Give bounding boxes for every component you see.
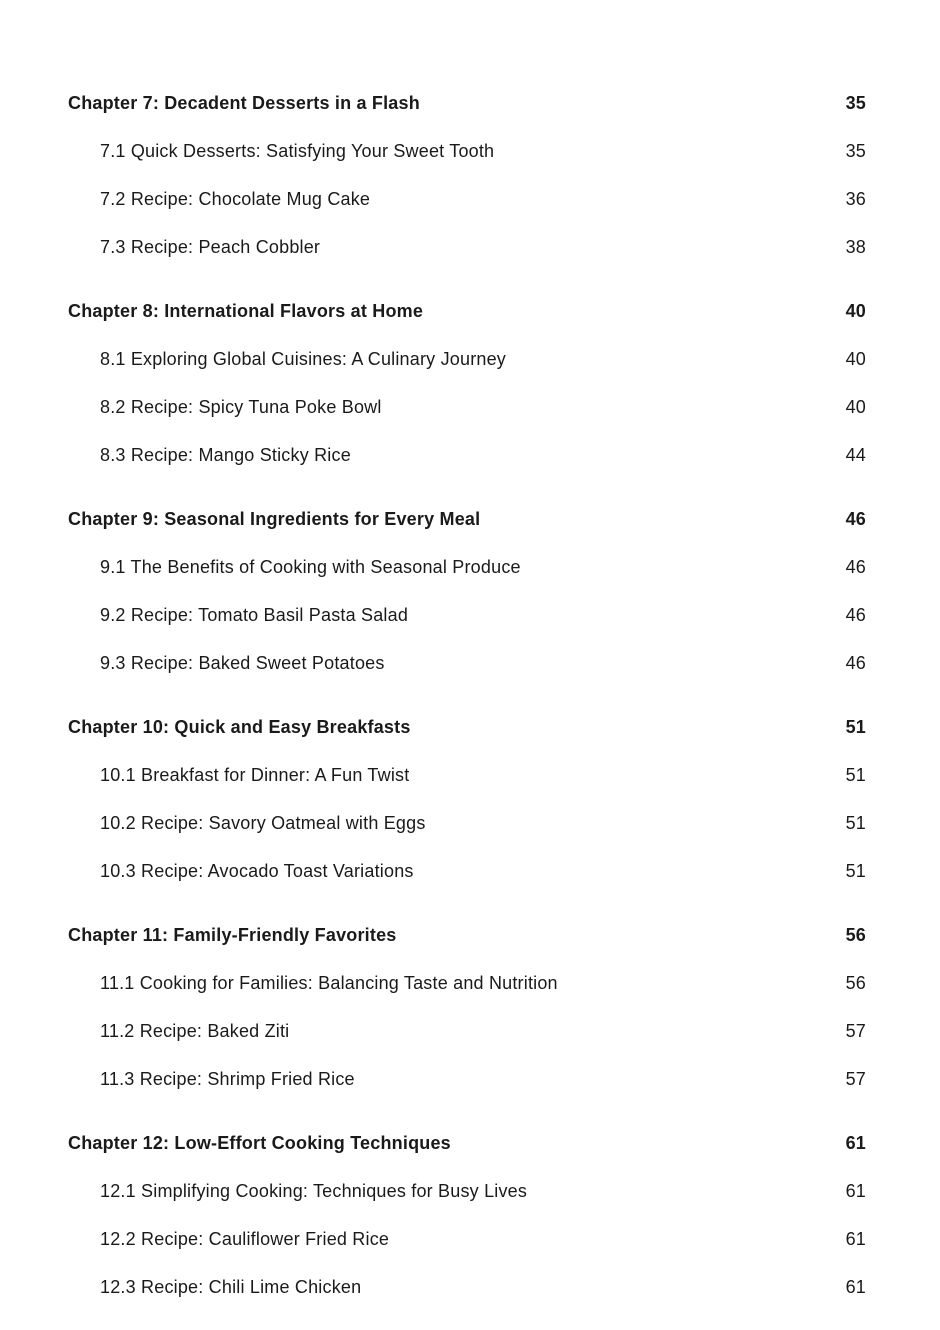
entry-label: 8.2 Recipe: Spicy Tuna Poke Bowl — [100, 396, 382, 417]
chapter-page-number: 51 — [845, 716, 866, 737]
toc-section — [68, 703, 866, 895]
table-of-contents — [68, 79, 866, 1311]
toc-entry-row[interactable] — [68, 799, 866, 847]
entry-page-number: 35 — [845, 140, 866, 161]
toc-entry-row[interactable] — [68, 127, 866, 175]
chapter-page-number: 35 — [845, 92, 866, 113]
entry-label: 11.2 Recipe: Baked Ziti — [100, 1020, 290, 1041]
entry-label: 10.1 Breakfast for Dinner: A Fun Twist — [100, 764, 410, 785]
toc-section — [68, 1119, 866, 1311]
entry-label: 10.3 Recipe: Avocado Toast Variations — [100, 860, 414, 881]
chapter-page-number: 46 — [845, 508, 866, 529]
entry-page-number: 46 — [845, 604, 866, 625]
toc-entry-row[interactable] — [68, 591, 866, 639]
entry-label: 7.2 Recipe: Chocolate Mug Cake — [100, 188, 371, 209]
chapter-title: Chapter 8: International Flavors at Home — [68, 300, 424, 321]
chapter-title: Chapter 11: Family-Friendly Favorites — [68, 924, 397, 945]
chapter-title: Chapter 10: Quick and Easy Breakfasts — [68, 716, 411, 737]
toc-entry-row[interactable] — [68, 543, 866, 591]
entry-page-number: 51 — [845, 812, 866, 833]
entry-page-number: 38 — [845, 236, 866, 257]
entry-page-number: 44 — [845, 444, 866, 465]
toc-entry-row[interactable] — [68, 223, 866, 271]
toc-entry-row[interactable] — [68, 959, 866, 1007]
toc-chapter-row[interactable] — [68, 79, 866, 127]
toc-chapter-row[interactable] — [68, 287, 866, 335]
entry-page-number: 57 — [845, 1020, 866, 1041]
entry-label: 12.3 Recipe: Chili Lime Chicken — [100, 1276, 362, 1297]
entry-label: 9.2 Recipe: Tomato Basil Pasta Salad — [100, 604, 409, 625]
chapter-page-number: 61 — [845, 1132, 866, 1153]
chapter-page-number: 56 — [845, 924, 866, 945]
toc-entry-row[interactable] — [68, 1007, 866, 1055]
entry-label: 11.1 Cooking for Families: Balancing Taste and Nutrition — [100, 972, 558, 993]
toc-entry-row[interactable] — [68, 847, 866, 895]
entry-page-number: 46 — [845, 652, 866, 673]
toc-entry-row[interactable] — [68, 383, 866, 431]
toc-entry-row[interactable] — [68, 1055, 866, 1103]
entry-label: 7.3 Recipe: Peach Cobbler — [100, 236, 321, 257]
entry-page-number: 36 — [845, 188, 866, 209]
toc-entry-row[interactable] — [68, 335, 866, 383]
toc-section — [68, 911, 866, 1103]
entry-page-number: 46 — [845, 556, 866, 577]
entry-label: 9.3 Recipe: Baked Sweet Potatoes — [100, 652, 385, 673]
toc-section — [68, 287, 866, 479]
toc-entry-row[interactable] — [68, 175, 866, 223]
chapter-title: Chapter 9: Seasonal Ingredients for Every Meal — [68, 508, 481, 529]
toc-entry-row[interactable] — [68, 1263, 866, 1311]
entry-page-number: 56 — [845, 972, 866, 993]
toc-chapter-row[interactable] — [68, 1119, 866, 1167]
entry-label: 8.1 Exploring Global Cuisines: A Culinary Journey — [100, 348, 507, 369]
entry-label: 7.1 Quick Desserts: Satisfying Your Sweet Tooth — [100, 140, 495, 161]
entry-page-number: 61 — [845, 1228, 866, 1249]
entry-label: 12.1 Simplifying Cooking: Techniques for Busy Lives — [100, 1180, 528, 1201]
toc-chapter-row[interactable] — [68, 495, 866, 543]
toc-entry-row[interactable] — [68, 751, 866, 799]
entry-label: 11.3 Recipe: Shrimp Fried Rice — [100, 1068, 355, 1089]
chapter-title: Chapter 12: Low-Effort Cooking Techniques — [68, 1132, 451, 1153]
toc-section — [68, 495, 866, 687]
entry-page-number: 40 — [845, 348, 866, 369]
entry-page-number: 40 — [845, 396, 866, 417]
toc-entry-row[interactable] — [68, 639, 866, 687]
toc-chapter-row[interactable] — [68, 703, 866, 751]
toc-entry-row[interactable] — [68, 431, 866, 479]
toc-entry-row[interactable] — [68, 1215, 866, 1263]
entry-page-number: 51 — [845, 764, 866, 785]
entry-page-number: 51 — [845, 860, 866, 881]
chapter-title: Chapter 7: Decadent Desserts in a Flash — [68, 92, 420, 113]
toc-chapter-row[interactable] — [68, 911, 866, 959]
entry-label: 10.2 Recipe: Savory Oatmeal with Eggs — [100, 812, 426, 833]
toc-entry-row[interactable] — [68, 1167, 866, 1215]
entry-page-number: 61 — [845, 1180, 866, 1201]
entry-page-number: 61 — [845, 1276, 866, 1297]
chapter-page-number: 40 — [845, 300, 866, 321]
entry-label: 9.1 The Benefits of Cooking with Seasonal Produce — [100, 556, 521, 577]
entry-label: 12.2 Recipe: Cauliflower Fried Rice — [100, 1228, 390, 1249]
toc-section — [68, 79, 866, 271]
entry-label: 8.3 Recipe: Mango Sticky Rice — [100, 444, 351, 465]
entry-page-number: 57 — [845, 1068, 866, 1089]
